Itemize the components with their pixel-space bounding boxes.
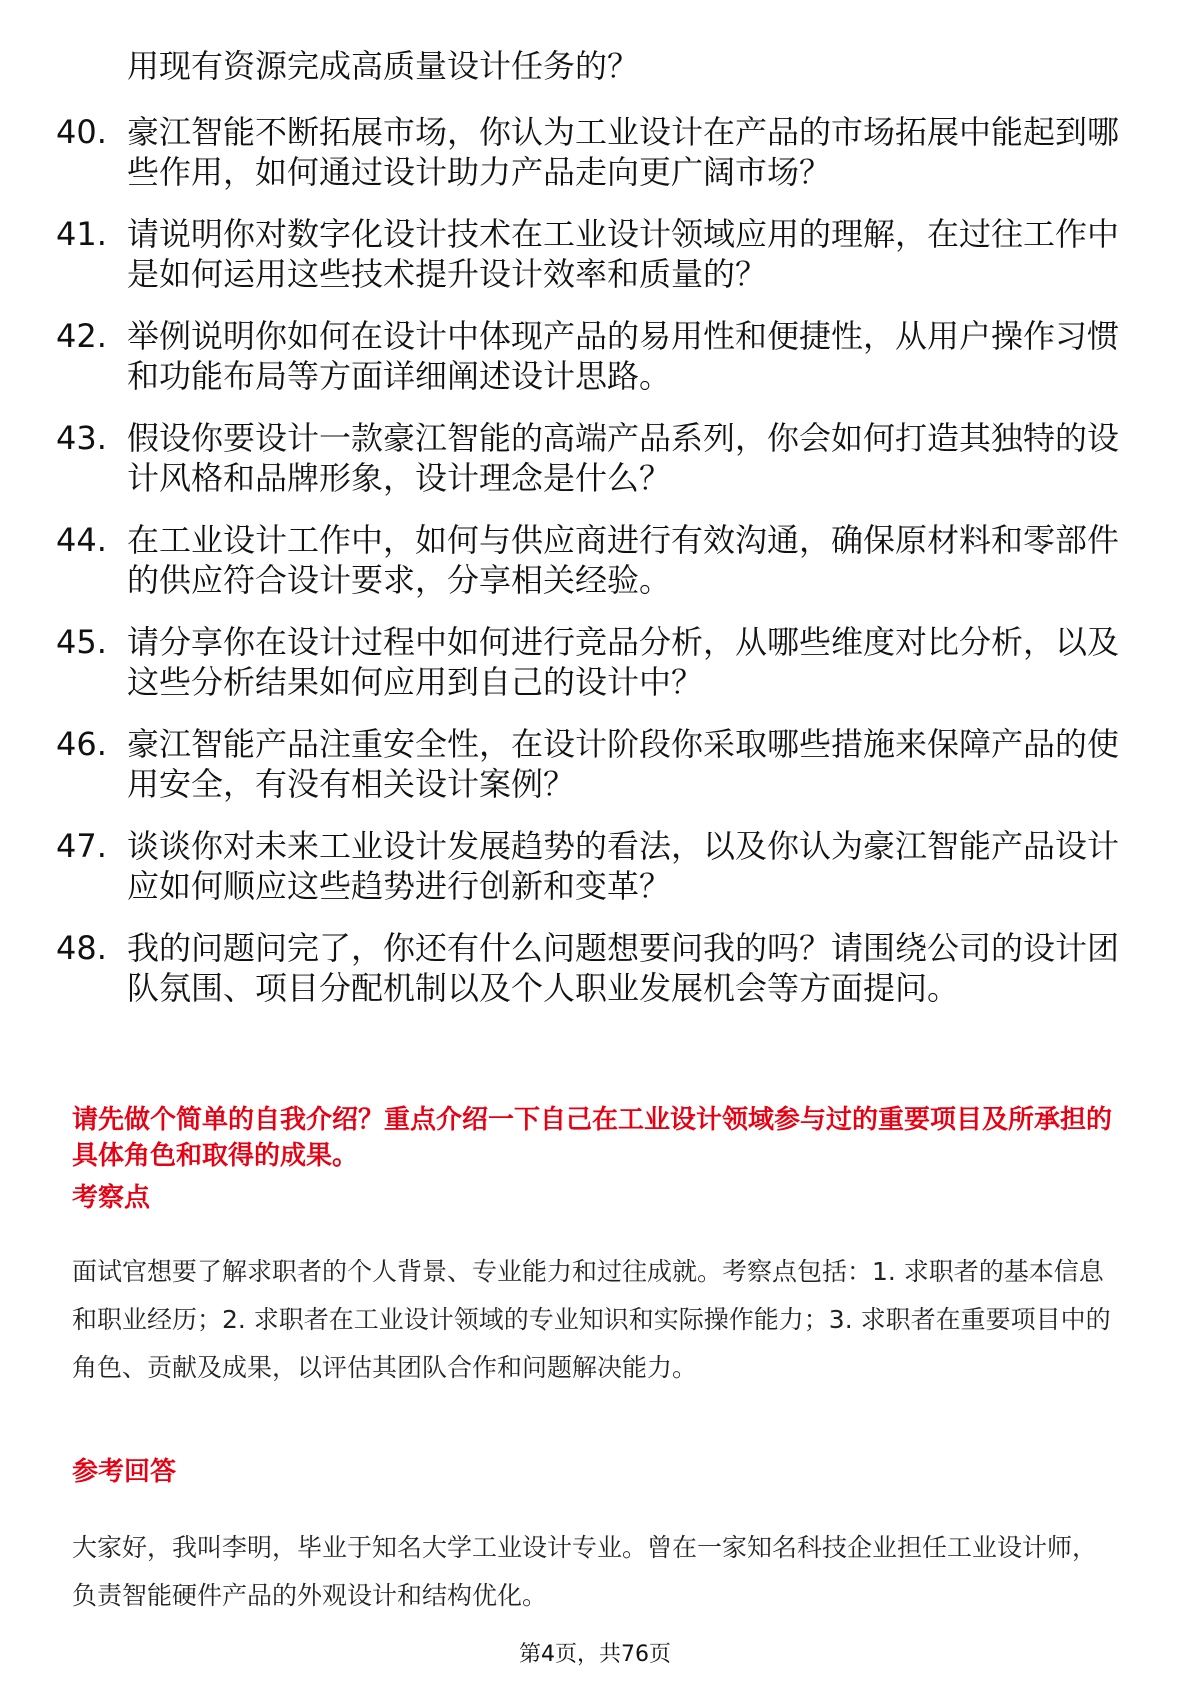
question-item: [56, 418, 1126, 498]
question-list: [56, 112, 1126, 1030]
question-item: [56, 520, 1126, 600]
answer-paragraph: 大家好，我叫李明，毕业于知名大学工业设计专业。曾在一家知名科技企业担任工业设计师，负责智能硬件产品的外观设计和结构优化。: [72, 1533, 1098, 1610]
question-item: [56, 112, 1126, 192]
question-item: [56, 928, 1126, 1008]
question-number: 42.: [56, 317, 107, 355]
question-text: 举例说明你如何在设计中体现产品的易用性和便捷性，从用户操作习惯和功能布局等方面详细阐述设计思路。: [127, 317, 1120, 395]
question-text: 在工业设计工作中，如何与供应商进行有效沟通，确保原材料和零部件的供应符合设计要求，分享相关经验。: [127, 521, 1120, 599]
question-number: 46.: [56, 725, 107, 763]
question-number: 41.: [56, 215, 107, 253]
question-text: 请分享你在设计过程中如何进行竞品分析，从哪些维度对比分析，以及这些分析结果如何应用到自己的设计中？: [127, 623, 1120, 701]
question-text: 我的问题问完了，你还有什么问题想要问我的吗？请围绕公司的设计团队氛围、项目分配机制以及个人职业发展机会等方面提问。: [127, 929, 1120, 1007]
question-number: 43.: [56, 419, 107, 457]
question-number: 40.: [56, 113, 107, 151]
question-number: 48.: [56, 929, 107, 967]
question-number: 44.: [56, 521, 107, 559]
page-footer: 第4页，共76页: [519, 1642, 671, 1667]
question-text: 请说明你对数字化设计技术在工业设计领域应用的理解，在过往工作中是如何运用这些技术提升设计效率和质量的？: [127, 215, 1120, 293]
focus-paragraph: 面试官想要了解求职者的个人背景、专业能力和过往成就。考察点包括：1. 求职者的基本信息和职业经历；2. 求职者在工业设计领域的专业知识和实际操作能力；3. 求职者在重要项目中的角色、贡献及成果，以评估其团队合作和问题解决能力。: [72, 1257, 1111, 1382]
question-number: 45.: [56, 623, 107, 661]
question-text: 豪江智能不断拓展市场，你认为工业设计在产品的市场拓展中能起到哪些作用，如何通过设计助力产品走向更广阔市场？: [127, 113, 1120, 191]
focus-heading: 考察点: [72, 1183, 151, 1213]
question-item: [56, 826, 1126, 906]
featured-question: 请先做个简单的自我介绍？重点介绍一下自己在工业设计领域参与过的重要项目及所承担的具体角色和取得的成果。: [72, 1105, 1113, 1171]
answer-heading: 参考回答: [72, 1457, 177, 1487]
question-text: 假设你要设计一款豪江智能的高端产品系列，你会如何打造其独特的设计风格和品牌形象，设计理念是什么？: [127, 419, 1120, 497]
question-continuation: 用现有资源完成高质量设计任务的？: [127, 47, 640, 85]
question-item: [56, 316, 1126, 396]
question-text: 豪江智能产品注重安全性，在设计阶段你采取哪些措施来保障产品的使用安全，有没有相关设计案例？: [127, 725, 1120, 803]
question-item: [56, 214, 1126, 294]
question-number: 47.: [56, 827, 107, 865]
question-text: 谈谈你对未来工业设计发展趋势的看法，以及你认为豪江智能产品设计应如何顺应这些趋势进行创新和变革？: [127, 827, 1120, 905]
question-item: [56, 622, 1126, 702]
question-item: [56, 724, 1126, 804]
